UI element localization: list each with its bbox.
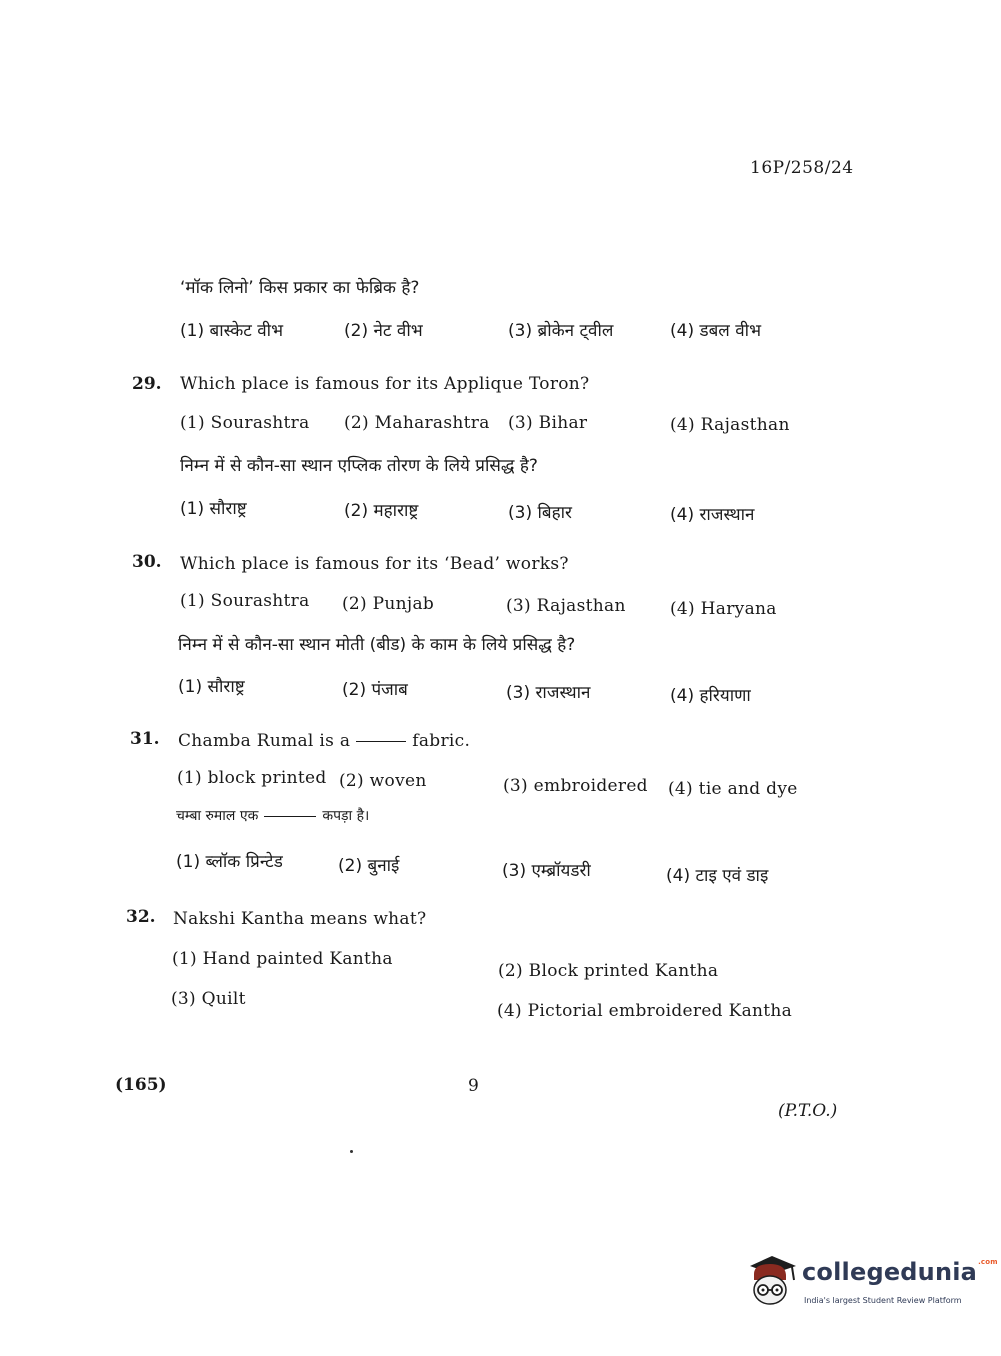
q31-option-3: (3) embroidered [503, 776, 648, 796]
q29-option-4: (4) Rajasthan [670, 415, 790, 435]
q29-hindi-option-3: (3) बिहार [508, 503, 572, 523]
q31-blank-line [356, 741, 406, 742]
q31-number: 31. [130, 729, 160, 749]
q29-hindi-option-2: (2) महाराष्ट्र [344, 501, 419, 521]
q28-hindi-question: ‘मॉक लिनो’ किस प्रकार का फेब्रिक है? [180, 278, 420, 298]
q30-option-2: (2) Punjab [342, 594, 435, 614]
logo-name: collegedunia [802, 1258, 978, 1286]
q29-option-2: (2) Maharashtra [344, 413, 490, 433]
q31-hindi-option-3: (3) एम्ब्रॉयडरी [502, 861, 591, 881]
logo-suffix: .com [978, 1258, 998, 1266]
q30-option-3: (3) Rajasthan [506, 596, 626, 616]
q32-number: 32. [126, 907, 156, 927]
q31-option-1: (1) block printed [177, 768, 327, 788]
q32-option-1: (1) Hand painted Kantha [172, 949, 393, 969]
q30-hindi-option-3: (3) राजस्थान [506, 683, 591, 703]
q29-hindi-question: निम्न में से कौन-सा स्थान एप्लिक तोरण के लिये प्रसिद्ध है? [180, 456, 538, 476]
q32-option-2: (2) Block printed Kantha [498, 961, 719, 981]
scan-speck [350, 1150, 353, 1153]
q31-hindi-question-start: चम्बा रुमाल एक [176, 808, 259, 824]
q31-hindi-question [176, 806, 369, 825]
q29-number: 29. [132, 374, 162, 394]
q31-hindi-option-4: (4) टाइ एवं डाइ [666, 866, 769, 886]
q28-hindi-option-4: (4) डबल वीभ [670, 321, 762, 341]
q31-option-4: (4) tie and dye [668, 779, 798, 799]
q31-question-end: fabric. [412, 731, 471, 751]
q30-hindi-option-4: (4) हरियाणा [670, 686, 751, 706]
q29-hindi-option-1: (1) सौराष्ट्र [180, 499, 247, 519]
q28-hindi-option-3: (3) ब्रोकेन ट्वील [508, 321, 614, 341]
q32-option-3: (3) Quilt [171, 989, 246, 1009]
pto-note: (P.T.O.) [778, 1101, 838, 1121]
q31-hindi-question-end: कपड़ा है। [322, 808, 370, 824]
paper-code: 16P/258/24 [750, 158, 854, 178]
q31-question-start: Chamba Rumal is a [178, 731, 351, 751]
q31-hindi-option-2: (2) बुनाई [338, 856, 400, 876]
q28-hindi-option-1: (1) बास्केट वीभ [180, 321, 284, 341]
q30-option-1: (1) Sourashtra [180, 591, 310, 611]
q29-option-1: (1) Sourashtra [180, 413, 310, 433]
q29-question: Which place is famous for its Applique Toron? [180, 374, 590, 394]
page-number: 9 [468, 1076, 479, 1096]
q30-option-4: (4) Haryana [670, 599, 777, 619]
q29-option-3: (3) Bihar [508, 413, 588, 433]
q32-option-4: (4) Pictorial embroidered Kantha [497, 1001, 793, 1021]
q28-hindi-option-2: (2) नेट वीभ [344, 321, 423, 341]
q29-hindi-option-4: (4) राजस्थान [670, 505, 755, 525]
q30-hindi-option-1: (1) सौराष्ट्र [178, 677, 245, 697]
logo-tagline: India's largest Student Review Platform [804, 1296, 962, 1305]
q31-hindi-option-1: (1) ब्लॉक प्रिन्टेड [176, 852, 283, 872]
q32-question: Nakshi Kantha means what? [173, 909, 427, 929]
q31-option-2: (2) woven [339, 771, 427, 791]
q30-number: 30. [132, 552, 162, 572]
logo-wordmark [802, 1258, 998, 1286]
mascot-icon [742, 1250, 800, 1310]
footer-code: (165) [115, 1075, 167, 1095]
q31-hindi-blank-line [264, 816, 316, 817]
q31-question [178, 731, 470, 751]
collegedunia-logo [742, 1250, 998, 1310]
q30-hindi-option-2: (2) पंजाब [342, 680, 408, 700]
q30-question: Which place is famous for its ‘Bead’ works? [180, 554, 569, 574]
q30-hindi-question: निम्न में से कौन-सा स्थान मोती (बीड) के काम के लिये प्रसिद्ध है? [178, 635, 576, 655]
